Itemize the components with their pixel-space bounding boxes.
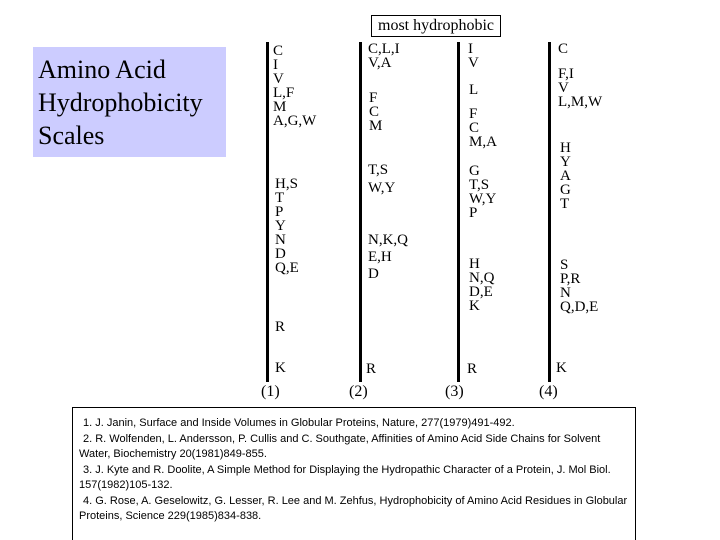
residue-label: K xyxy=(556,360,567,376)
scale-1-group-4 xyxy=(275,361,286,375)
residue-label: C xyxy=(273,43,284,59)
residue-label: W,Y xyxy=(368,180,396,196)
residue-label: K xyxy=(469,298,480,314)
residue-label: V xyxy=(273,71,284,87)
scale-2-number: (2) xyxy=(349,383,368,400)
residue-label: N,Q xyxy=(469,270,495,286)
residue-label: T,S xyxy=(368,162,389,178)
scale-3-group-5 xyxy=(469,257,494,313)
scale-2-group-2 xyxy=(369,91,382,133)
residue-label: R xyxy=(467,361,478,377)
scale-2-group-3 xyxy=(368,163,395,195)
residue-label: L xyxy=(469,82,479,98)
scale-3-group-6 xyxy=(467,362,477,376)
residue-label: P xyxy=(469,205,478,221)
residue-label: T,S xyxy=(469,177,490,193)
scale-1-group-3 xyxy=(275,320,285,334)
scale-2-group-1 xyxy=(368,42,400,70)
scale-1-line xyxy=(266,42,269,382)
scale-4-group-1 xyxy=(558,42,568,56)
residue-label: D xyxy=(368,266,379,282)
residue-label: M xyxy=(369,118,383,134)
residue-label: N,K,Q xyxy=(368,232,408,248)
scale-4-group-4 xyxy=(560,258,598,314)
residue-label: M,A xyxy=(469,134,497,150)
residue-label: I xyxy=(273,57,278,73)
residue-label: H xyxy=(469,256,480,272)
scale-3-group-1 xyxy=(468,42,479,70)
scale-3-line xyxy=(457,42,460,382)
residue-label: H,S xyxy=(275,176,298,192)
residue-label: Q,E xyxy=(275,260,299,276)
scale-2-group-5 xyxy=(366,362,376,376)
scale-3-number: (3) xyxy=(445,383,464,400)
reference-3: 3. J. Kyte and R. Doolite, A Simple Method for Displaying the Hydropathic Character of a Protein, J. Mol Biol. 157(1982)105-132. xyxy=(79,463,611,491)
residue-label: F xyxy=(369,90,378,106)
reference-1: 1. J. Janin, Surface and Inside Volumes in Globular Proteins, Nature, 277(1979)491-492. xyxy=(83,417,515,429)
residue-label: S xyxy=(560,257,569,273)
residue-label: F,I xyxy=(558,66,574,82)
residue-label: Y xyxy=(275,218,286,234)
residue-label: C xyxy=(369,104,380,120)
residue-label: M xyxy=(273,99,287,115)
scale-1-group-1 xyxy=(273,44,316,128)
residue-label: L,F xyxy=(273,85,295,101)
reference-2: 2. R. Wolfenden, L. Andersson, P. Cullis and C. Southgate, Affinities of Amino Acid Side Chains for Solvent Water, Biochemistry 20(1981)849-855. xyxy=(79,432,601,460)
reference-4: 4. G. Rose, A. Geselowitz, G. Lesser, R. Lee and M. Zehfus, Hydrophobicity of Amino Acid Residues in Globular Proteins, Science 229(1985)834-838. xyxy=(79,494,628,522)
residue-label: F xyxy=(469,106,478,122)
residue-label: N xyxy=(275,232,286,248)
residue-label: G xyxy=(560,182,571,198)
residue-label: L,M,W xyxy=(558,94,603,110)
residue-label: W,Y xyxy=(469,191,497,207)
scale-2-line xyxy=(359,42,362,382)
title-box xyxy=(33,47,226,157)
residue-label: I xyxy=(468,41,473,57)
residue-label: T xyxy=(560,196,570,212)
residue-label: P xyxy=(275,204,284,220)
residue-label: E,H xyxy=(368,249,392,265)
residue-label: A xyxy=(560,168,571,184)
residue-label: Y xyxy=(560,154,571,170)
residue-label: R xyxy=(275,319,286,335)
residue-label: V xyxy=(468,55,479,71)
title-line-1: Amino Acid xyxy=(38,55,166,84)
scale-4-group-3 xyxy=(560,141,571,211)
scale-1-number: (1) xyxy=(261,383,280,400)
residue-label: H xyxy=(560,140,571,156)
scale-4-group-5 xyxy=(556,361,567,375)
residue-label: A,G,W xyxy=(273,113,317,129)
residue-label: G xyxy=(469,163,480,179)
scale-4-line xyxy=(548,42,551,382)
scale-4-number: (4) xyxy=(539,383,558,400)
scale-3-group-4 xyxy=(469,164,496,220)
residue-label: D xyxy=(275,246,286,262)
residue-label: D,E xyxy=(469,284,493,300)
residue-label: R xyxy=(366,361,377,377)
scale-4-group-2 xyxy=(558,67,602,109)
residue-label: K xyxy=(275,360,286,376)
residue-label: V,A xyxy=(368,55,392,71)
most-hydrophobic-label: most hydrophobic xyxy=(371,15,501,37)
title-line-3: Scales xyxy=(38,121,105,150)
scale-1-group-2 xyxy=(275,177,299,275)
scale-2-group-4 xyxy=(368,233,408,281)
scale-3-group-2 xyxy=(469,83,478,97)
references-box xyxy=(72,407,636,540)
residue-label: C,L,I xyxy=(368,41,400,57)
residue-label: P,R xyxy=(560,271,581,287)
residue-label: Q,D,E xyxy=(560,299,599,315)
title-line-2: Hydrophobicity xyxy=(38,88,203,117)
residue-label: V xyxy=(558,80,569,96)
scale-3-group-3 xyxy=(469,107,497,149)
residue-label: C xyxy=(558,41,569,57)
residue-label: N xyxy=(560,285,571,301)
residue-label: T xyxy=(275,190,285,206)
residue-label: C xyxy=(469,120,480,136)
